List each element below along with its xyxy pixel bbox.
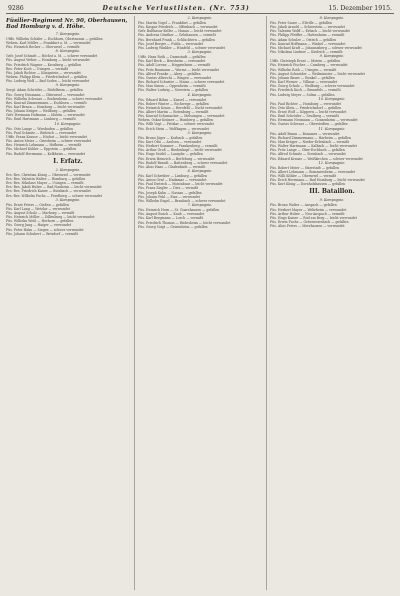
casualty-entry: Utffz. Christoph Ernst — Idstein — gefallen (270, 59, 341, 64)
casualty-entry: Füs. Willi Vogt — Fritzlar — schwer verwundet (138, 122, 214, 127)
casualty-entry: Füs. Anton Meier — Griesheim — schwer verwundet (6, 139, 92, 144)
casualty-entry: Füs. Eduard Böhm — Kassel — verwundet (138, 97, 207, 102)
company-heading: 9. Kompagnie. (55, 83, 81, 88)
casualty-entry: Füs. Wilhelm Roth — Usingen — vermißt (270, 67, 337, 72)
publication-title: Deutsche Verlustlisten. (Nr. 753) (102, 5, 250, 12)
casualty-entry: Res. Richard Schuster — Mainz — schwer verwundet (138, 80, 225, 85)
company-heading: 11. Kompagnie. (318, 126, 346, 131)
company-heading: 2. Kompagnie. (55, 167, 81, 172)
casualty-entry: Füs. Georg Jung — Haiger — verwundet (6, 223, 72, 228)
casualty-entry: Füs. Robert Meier — Stierstadt — gefallen (270, 165, 340, 170)
casualty-entry: Füs. Bruno Jäger — Korbach — gefallen (138, 135, 203, 140)
casualty-entry: Füs. Michael Kraft — Johannisberg — schwer verwundet (270, 45, 362, 50)
casualty-entry: Füs. Joseph Kuhn — Nassau — gefallen (138, 190, 202, 195)
casualty-entry: Füs. Georg Voigt — Geisenheim — gefallen (138, 224, 208, 229)
casualty-entry: Füs. Arthur Huber — Neu-Anspach — vermißt (270, 211, 345, 216)
casualty-entry: Füs. Alois Peters — Merzhausen — verwundet (270, 224, 345, 229)
regiment-notice-title: Füsilier-Regiment Nr. 90, Oberhausen, Bad Homburg v. d. Höhe. (6, 18, 128, 31)
casualty-entry: Füs. Erich Stein — Wolfhagen — verwundet (138, 126, 209, 131)
casualty-entry: Wehrm. Karl Müller — Frankfurt a. M. — verwundet (6, 40, 91, 45)
casualty-entry: Füs. Michael Köhler — Eppstein — gefallen (6, 147, 77, 152)
casualty-entry: Füs. Peter Sauer — Eltville — gefallen (270, 21, 332, 25)
casualty-entry: Füs. Wilhelm Schwarz — Bockenheim — schwer verwundet (6, 96, 103, 101)
casualty-entry: Füs. Max Simon — Oppenheim — vermißt (138, 84, 206, 89)
casualty-entry: Füs. Bernhard Frank — Schlüchtern — gefallen (138, 37, 215, 42)
casualty-entry: Ers.-Res. Nikolaus Mayer — Usingen — vermißt (6, 181, 84, 186)
company-heading: 7. Kompagnie. (55, 31, 81, 36)
casualty-entry: Füs. Walter Hartmann — Kalbach — leicht verwundet (270, 144, 357, 149)
casualty-entry: Füs. Georg Neumann — Oberursel — verwundet (6, 92, 85, 97)
casualty-entry: Füs. Rudolf Brandt — Battenberg — schwer verwundet (138, 160, 228, 165)
casualty-entry: Füs. Robert Winter — Eschwege — gefallen (138, 101, 209, 106)
casualty-entry: Wehrm. Philipp Klein — Friedrichsdorf — gefallen (6, 75, 88, 80)
company-heading: 8. Kompagnie. (55, 49, 81, 54)
casualty-entry: Füs. Friedrich Wagner — Kronberg — gefallen (6, 62, 82, 67)
casualty-entry: Füs. Heinrich Kraus — Hersfeld — leicht verwundet (138, 105, 223, 110)
casualty-entry: Füs. Hugo Kaiser — Rod am Berg — leicht verwundet (270, 215, 357, 220)
casualty-entry: Füs. Otto Klein — Friedrichsdorf — gefallen (270, 105, 342, 110)
issue-date: 15. Dezember 1915. (328, 5, 392, 12)
casualty-entry: Füs. Valentin Wolff — Erbach — leicht verwundet (270, 29, 350, 34)
casualty-entry: Füs. Paul Richter — Homburg — verwundet (270, 101, 341, 106)
casualty-entry: Füs. Johann Bauer — Runkel — gefallen (270, 75, 335, 80)
casualty-entry: Füs. Konrad Schumacher — Melsungen — verwundet (138, 114, 225, 119)
section-big-heading: III. Bataillon. (309, 188, 355, 196)
casualty-entry: Sergt. Adam Schröder — Rödelheim — gefallen (6, 88, 83, 93)
casualty-entry: Res. Peter Koch — Usingen — vermißt (6, 66, 69, 71)
casualty-entry: Füs. Heinrich Möller — Dillenburg — leicht verwundet (6, 215, 95, 220)
casualty-entry: Füs. Karl Werner — Villmar — verwundet (270, 80, 338, 85)
casualty-entry: Füs. Willi Köhler — Oberursel — vermißt (270, 174, 337, 178)
casualty-entry: Füs. Paul Schmitz — Biebrich — verwundet (6, 130, 77, 135)
company-heading: 5. Kompagnie. (187, 130, 213, 135)
casualty-entry: Ers.-Res. Christian König — Oberursel — verwundet (6, 172, 91, 177)
casualty-entry: Füs. Herbert Sommer — Frankenberg — vermißt (138, 144, 218, 149)
casualty-entry: Füs. Adam Schulze — Östrich — gefallen (270, 37, 337, 42)
casualty-entry: Füs. Heinrich Becker — Oberursel — vermißt (6, 45, 80, 50)
casualty-entry: Utffz. Wilhelm Schäfer — Eschborn, Obertaunus — gefallen (6, 36, 103, 41)
casualty-entry: Füs. Max Krüger — Nieder-Erlenbach — vermißt (270, 139, 350, 144)
company-heading: 10. Kompagnie. (318, 96, 346, 101)
casualty-entry: Füs. Richard Zimmermann — Harheim — gefallen (270, 135, 351, 140)
page-header (6, 4, 394, 14)
casualty-entry: Füs. Adolf Braun — Bonames — verwundet (270, 131, 340, 136)
casualty-entry: Füs. Erwin Heinrich — Berleburg — verwundet (138, 156, 215, 161)
casualty-entry: Füs. Kurt König — Dornholzhausen — gefallen (270, 182, 346, 187)
section-big-heading: I. Erfatz. (53, 157, 83, 165)
casualty-entry: Füs. August Weber — Homburg — leicht verwundet (6, 58, 90, 63)
casualty-entry: Füs. Friedrich Thomas — Rüdesheim — leicht verwundet (138, 220, 231, 225)
casualty-entry: Füs. Emil Hartmann — Limburg — vermißt (6, 117, 76, 122)
casualty-entry: Füs. Albert Lehmann — Bommersheim — verwundet (270, 169, 356, 174)
casualty-entry: Füs. Nikolaus Lindner — Kiedrich — vermißt (270, 50, 343, 55)
column-2 (134, 16, 262, 590)
casualty-entry: Füs. Georg Schulz — Weilburg — schwer verwundet (270, 84, 355, 89)
casualty-entry: Füs. Wilhelm Engel — Braubach — schwer verwundet (138, 198, 226, 203)
company-heading: 3. Kompagnie. (187, 50, 213, 55)
company-heading: 12. Kompagnie. (318, 160, 346, 165)
casualty-entry: Füs. Andreas Günther — Gelnhausen — vermißt (138, 33, 216, 38)
casualty-entry: Füs. Otto Lange — Wiesbaden — gefallen (6, 126, 74, 131)
casualty-entry: Füs. Erich Herrmann — Bad Homburg — leicht verwundet (270, 178, 365, 183)
casualty-entry: Füs. Peter Hahn — Siegen — schwer verwundet (6, 227, 84, 232)
casualty-entry: Füs. Ludwig Meyer — Solms — gefallen (270, 92, 335, 97)
casualty-entry: Füs. Wilhelm Weiß — Herborn — gefallen (6, 219, 74, 224)
casualty-entry: Füs. Herbert Mayer — Wehrheim — verwundet (270, 207, 347, 212)
casualty-entry: Füs. Arthur Groß — Biedenkopf — leicht verwundet (138, 148, 222, 153)
casualty-entry: Füs. Konrad Hoffmann — Winkel — verwundet (270, 41, 346, 46)
casualty-entry: Füs. Bruno Walter — Anspach — gefallen (270, 203, 337, 208)
company-heading: 9. Kompagnie. (319, 198, 345, 203)
casualty-entry: Füs. Adolf Lorenz — Heppenheim — vermißt (138, 63, 211, 68)
columns (6, 16, 394, 590)
casualty-entry: Ers.-Res. Wilhelm Fuchs — Friedberg — schwer verwundet (6, 193, 102, 198)
casualty-entry: Füs. Alois Haas — Gladenbach — vermißt (138, 164, 206, 169)
casualty-entry: Füs. Jakob Arnold — Schierstein — verwundet (270, 25, 345, 30)
company-heading: 6. Kompagnie. (187, 169, 213, 173)
casualty-entry: Füs. Kaspar Friedrich — Offenbach — verwundet (138, 25, 218, 30)
casualty-entry: Füs. Kurt Otto — Arolsen — verwundet (138, 139, 202, 144)
casualty-entry: Füs. Karl Schreiber — Limburg — gefallen (138, 174, 207, 178)
casualty-entry: Füs. Ludwig Wolf — Bad Soden — leicht verwundet (6, 79, 90, 84)
casualty-entry: Füs. Karl Lang — Wetzlar — verwundet (6, 206, 70, 211)
casualty-entry: Ers.-Res. Jakob Huber — Bad Nauheim — leicht verwundet (6, 185, 102, 190)
casualty-entry: Wehrm. Oskar Krämer — Homberg — gefallen (138, 118, 214, 123)
casualty-entry: Füs. Albert Martin — Rotenburg — vermißt (138, 109, 209, 114)
casualty-entry: Füs. Johann Schubert — Betzdorf — vermißt (6, 231, 78, 236)
casualty-entry: Gefr. Balthasar Keller — Hanau — leicht verwundet (138, 29, 222, 34)
casualty-entry: Füs. Friedrich Koch — Braunfels — vermißt (270, 88, 341, 93)
casualty-entry: Füs. Karl Bergmann — Lorch — vermißt (138, 216, 204, 221)
company-heading: 2. Kompagnie. (187, 16, 213, 20)
casualty-entry: Füs. Johann Pohl — Ems — verwundet (138, 194, 200, 199)
company-heading: 8. Kompagnie. (319, 16, 345, 20)
casualty-entry: Ers.-Res. Valentin Walter — Homburg — gefallen (6, 176, 86, 181)
company-heading: 10. Kompagnie. (54, 121, 82, 126)
casualty-entry: Res. Konrad Zimmermann — Eschborn — vermißt (6, 100, 87, 105)
casualty-entry: Füs. Alfred Franke — Alzey — gefallen (138, 71, 201, 76)
casualty-entry: Füs. Gustav Albrecht — Bingen — verwundet (138, 75, 212, 80)
issue-number: (Nr. 753) (209, 5, 250, 12)
casualty-entry: Füs. Fritz Lange — Ober-Eschbach — gefallen (270, 148, 345, 153)
casualty-entry: Füs. Eduard Krause — Weißkirchen — schwer verwundet (270, 156, 363, 161)
casualty-entry: Füs. Johann Krüger — Weilburg — gefallen (6, 109, 76, 114)
casualty-entry: Füs. Gustav Schwarz — Oberstedten — gefallen (270, 122, 348, 127)
casualty-entry: Füs. Rudolf Herrmann — Kelkheim — verwundet (6, 151, 86, 156)
casualty-entry: Gefr. Josef Schmitt — Höchst a. M. — schwer verwundet (6, 54, 98, 59)
casualty-entry: Füs. Fritz Baumann — Worms — leicht verwundet (138, 67, 219, 72)
column-3 (266, 16, 394, 590)
casualty-entry: Füs. August Schneider — Weilmünster — leicht verwundet (270, 71, 365, 76)
casualty-entry: Füs. Heinrich Horn — St. Goarshausen — gefallen (138, 208, 220, 213)
casualty-entry: Füs. Josef Berger — Fulda — verwundet (138, 41, 203, 46)
casualty-entry: Füs. Ludwig Winkler — Hünfeld — schwer verwundet (138, 45, 225, 50)
casualty-entry: Füs. Heinrich Fischer — Camberg — verwundet (270, 63, 348, 68)
casualty-entry: Füs. Alfred Schmitz — Steinbach — verwundet (270, 152, 346, 157)
casualty-entry: Gefr. Hermann Hofmann — Idstein — verwundet (6, 113, 85, 118)
casualty-entry: Füs. Philipp Pfeiffer — Hattenheim — vermißt (270, 33, 345, 38)
casualty-entry: Ers.-Res. Friedrich Kaiser — Butzbach — verwundet (6, 189, 91, 194)
casualty-entry: Füs. Hermann Neumann — Gonzenheim — verwundet (270, 118, 358, 123)
company-heading: 9. Kompagnie. (319, 54, 345, 59)
casualty-entry: Füs. Paul Dietrich — Montabaur — leicht verwundet (138, 182, 223, 187)
casualty-entry: Füs. Jakob Richter — Königstein — verwundet (6, 70, 81, 75)
casualty-entry: Utffz. Franz Krause — Höchst — leicht verwundet (6, 134, 87, 139)
casualty-entry: Füs. August Scholz — Marburg — vermißt (6, 210, 75, 215)
casualty-entry: Res. Heinrich Lehmann — Hofheim — vermißt (6, 143, 82, 148)
casualty-entry: Füs. August Busch — Kaub — verwundet (138, 212, 205, 217)
company-heading: 3. Kompagnie. (55, 197, 81, 202)
page-number: 9286 (8, 5, 24, 12)
casualty-entry: Füs. Franz Ziegler — Diez — vermißt (138, 186, 199, 191)
casualty-entry: Füs. Martin Vogel — Frankfurt — gefallen (138, 21, 206, 25)
casualty-entry: Füs. Ernst Wolf — Köppern — leicht verwundet (270, 109, 347, 114)
casualty-entry: Füs. Anton Graf — Hadamar — verwundet (138, 178, 207, 183)
casualty-entry: Füs. Karl Beck — Bensheim — verwundet (138, 59, 206, 64)
company-heading: 4. Kompagnie. (187, 92, 213, 97)
casualty-entry: Füs. Karl Braun — Homburg — leicht verwundet (6, 105, 85, 109)
casualty-entry: Füs. Hugo Seidel — Laasphe — gefallen (138, 152, 203, 157)
casualty-entry: Füs. Erwin Fuchs — Grävenwiesbach — gefallen (270, 220, 349, 225)
casualty-entry: Utffz. Hans Roth — Darmstadt — gefallen (138, 55, 206, 60)
company-heading: 7. Kompagnie. (187, 203, 213, 208)
casualty-entry: Füs. Walter Ludwig — Nierstein — gefallen (138, 88, 209, 93)
casualty-entry: Füs. Ernst Peters — Gießen — gefallen (6, 202, 69, 207)
column-1 (6, 16, 130, 590)
casualty-entry: Füs. Emil Schröder — Seulberg — vermißt (270, 114, 339, 119)
